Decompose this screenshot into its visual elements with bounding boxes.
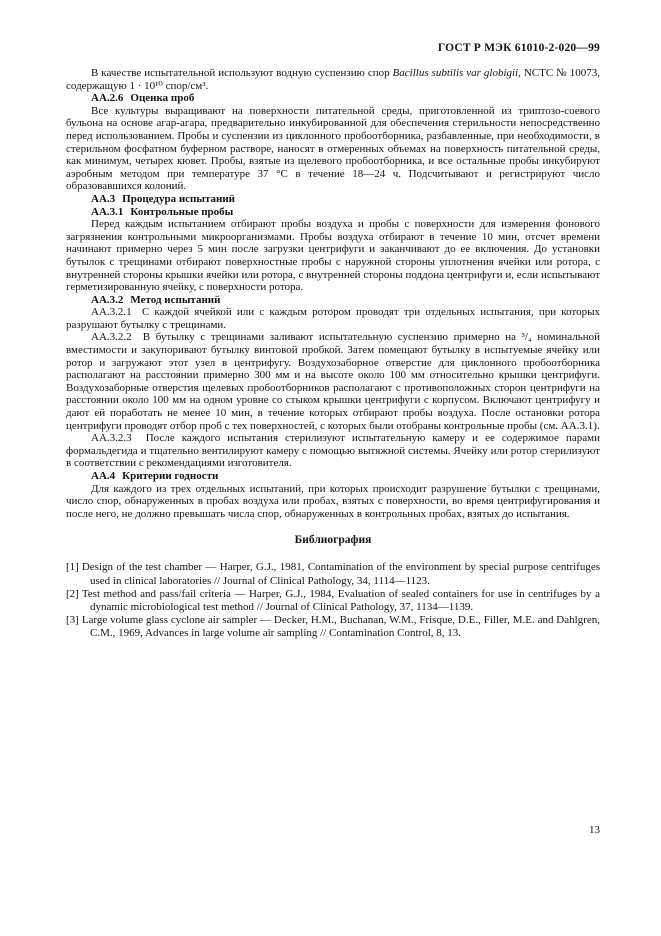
bibliography-section [66,534,600,640]
bibliography-item-text: Test method and pass/fail criteria — Harper, G.J., 1984, Evaluation of sealed containers for use in centrifuges by a dynamic microbiological test method // Journal of Clinical Pathology, 37, 1134—1139. [81,587,600,613]
paragraph-aa323: АА.3.2.3 После каждого испытания стерилизуют испытательную камеру и ее содержимое парами формальдегида и тщательно вентилируют камеру с помощью вытяжной системы. Ячейку или ротор стерилизуют в соответствии с рекомендациями изготовителя. [66,432,600,470]
section-number: АА.4 [91,470,116,482]
section-heading-aa31 [91,206,600,219]
section-title: Контрольные пробы [130,205,234,218]
paragraph-aa321: АА.3.2.1 С каждой ячейкой или с каждым ротором проводят три отдельных испытания, при которых разрушают бутылку с трещинами. [66,306,600,331]
paragraph-aa4: Для каждого из трех отдельных испытаний, при которых происходит разрушение бутылки с трещинами, число спор, обнаруженных в пробах воздуха или пробах, взятых с поверхности, во время центрифугирования и после него, не должно превышать числа спор, обнаруженных в контрольных пробах, взятых до испытания. [66,482,600,520]
intro-text-pre: В качестве испытательной используют водную суспензию спор [91,67,393,79]
bibliography-item [66,614,600,640]
paragraph-aa31: Перед каждым испытанием отбирают пробы воздуха и пробы с поверхности для измерения фонового загрязнения контрольными микроорганизмами. Пробы воздуха отбирают в течение 10 мин, отсчет времени начинают примерно через 5 мин после загрузки центрифуги и заканчивают до ее включения. До установки бутылок с трещинами отбирают поверхностные пробы с наружной стороны уплотнения ячейки или ротора, с внутренней стороны крышки ячейки или ротора, с внутренней стороны поддона центрифуги и, если испытывают герметизированную ячейку, с поверхности ротора. [66,218,600,294]
section-heading-aa26 [91,92,600,105]
bibliography-title: Библиография [294,534,372,547]
paragraph-aa322: АА.3.2.2 В бутылку с трещинами заливают испытательную суспензию примерно на ³/₄ номинальной вместимости и закупоривают бутылку винтовой пробкой. Затем помещают бутылку в испытуемые ячейку или ротор и загружают этот узел в центрифугу. Воздухозаборное отверстие для циклонного пробоотборника располагают на расстоянии примерно 300 мм и на высоте около 100 мм относительно крышки центрифуги. Воздухозаборные отверстия щелевых пробоотборников располагают с противоположных сторон центрифуги на расстоянии около 100 мм на одном уровне со стыком крышки центрифуги с корпусом. Включают центрифугу и дают ей поработать не менее 10 мин, в течение которых отбирают пробы воздуха. После остановки ротора центрифуги проводят отбор проб с тех поверхностей, с которых были отобраны контрольные пробы (см. АА.3.1). [66,331,600,432]
intro-species-name: Bacillus subtilis var globigii [392,67,519,79]
paragraph-intro [66,67,600,92]
paragraph-aa26: Все культуры выращивают на поверхности питательной среды, приготовленной из триптозо-соевого бульона на основе агар-агара, предварительно инкубированной для обеспечения стерильности непосредственно перед использованием. Пробы и суспензии из циклонного пробоотборника, разбавленные, при необходимости, в стерильном фосфатном буферном растворе, наносят в отмеренных объемах на поверхность питательной среды, как минимум, четырех кювет. Пробы, взятые из щелевого пробоотборника, и все остальные пробы инкубируют аэробным методом при температуре 37 °С в течение 18—24 ч. Подсчитывают и регистрируют число образовавшихся колоний. [66,104,600,193]
bibliography-item-number: [1] [66,561,79,574]
section-number: АА.2.6 [91,92,124,105]
section-number: АА.3.1 [91,205,124,218]
bibliography-item [66,588,600,614]
running-header: ГОСТ Р МЭК 61010-2-020—99 [437,42,600,54]
bibliography-item-text: Large volume glass cyclone air sampler — Decker, H.M., Buchanan, W.M., Frisque, D.E., Filler, M.E. and Dahlgren, C.M., 1969, Advances in large volume air sampling // Contamination Control, 8, 13. [81,614,600,640]
bibliography-item [66,561,600,587]
bibliography-item-number: [2] [66,587,79,600]
section-title: Критерии годности [122,470,219,482]
section-title: Оценка проб [130,92,195,105]
section-title: Метод испытаний [130,293,221,306]
document-content [66,42,600,641]
section-heading-aa32 [91,294,600,307]
section-number: АА.3.2 [91,293,124,306]
section-title: Процедура испытаний [122,192,236,205]
section-heading-aa3 [91,193,600,206]
page-number: 13 [589,824,600,836]
intro-text-post: , NCTC № 10073, содержащую 1 · 10¹⁰ спор/см³. [66,67,600,92]
bibliography-item-number: [3] [66,614,79,627]
bibliography-item-text: Design of the test chamber — Harper, G.J., 1981, Contamination of the environment by special purpose centrifuges used in clinical laboratories // Journal of Clinical Pathology, 34, 1114—1123. [81,561,600,587]
section-number: АА.3 [91,192,116,205]
section-heading-aa4 [91,470,600,483]
